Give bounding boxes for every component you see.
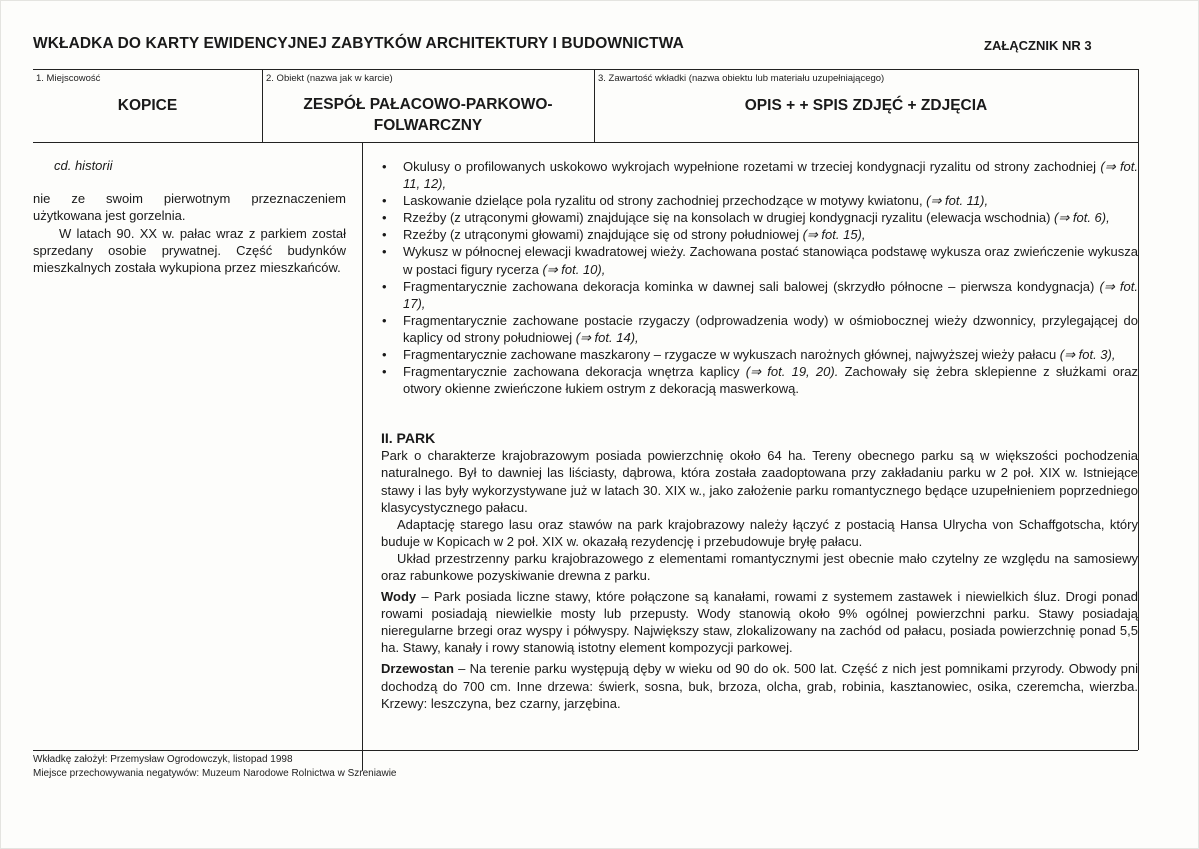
field-3-label: 3. Zawartość wkładki (nazwa obiektu lub materiału uzupełniającego) xyxy=(598,73,885,84)
trees-paragraph xyxy=(381,660,1138,711)
water-text: – Park posiada liczne stawy, które połączone są kanałami, rowami z systemem zastawek i niewielkich śluz. Drogi ponad rowami posiadają niewielkie mosty lub przepusty. Wody stanowią około 9% ogólnej powierzchni parku. Stawy posiadają nieregularne brzegi oraz wyspy i półwyspy. Największy staw, zlokalizowany na zachód od pałacu, posiada powierzchnię ponad 5,5 ha. Stawy, kanały i rowy stanowią istotny element kompozycji parkowej. xyxy=(381,589,1138,656)
list-item: • Rzeźby (z utrąconymi głowami) znajdujące się od strony południowej (⇒ fot. 15), xyxy=(382,227,866,243)
bullet-icon: • xyxy=(382,210,387,226)
bullet-icon: • xyxy=(382,312,387,328)
history-column xyxy=(33,157,346,276)
list-item: • Wykusz w północnej elewacji kwadratowej wieży. Zachowana postać stanowiąca podstawę wykusza oraz zwieńczenie wykusza w postaci figury rycerza (⇒ fot. 10), xyxy=(382,244,1138,277)
table-fields-rule xyxy=(33,142,1138,143)
park-paragraph-2: Adaptację starego lasu oraz stawów na park krajobrazowy należy łączyć z postacią Hansa Ulrycha von Schaffgotscha, który buduje w Kopicach w 2 poł. XIX w. okazałą rezydencję i przebudowuje bryłę pałacu. xyxy=(381,516,1138,549)
footer-author: Wkładkę założył: Przemysław Ogrodowczyk, listopad 1998 xyxy=(33,754,293,765)
table-right-rule xyxy=(1138,69,1139,750)
list-item: • Rzeźby (z utrąconymi głowami) znajdujące się na konsolach w drugiej kondygnacji ryzalitu (elewacja wschodnia) (⇒ fot. 6), xyxy=(382,210,1110,226)
bullet-icon: • xyxy=(382,278,387,294)
content-value: OPIS + + SPIS ZDJĘĆ + ZDJĘCIA xyxy=(744,97,988,114)
list-item: • Fragmentarycznie zachowana dekoracja wnętrza kaplicy (⇒ fot. 19, 20). Zachowały się żebra sklepienne z służkami oraz otwory okienne zwieńczone łukiem ostrym z dekoracją maswerkową. xyxy=(382,364,1138,397)
table-bottom-rule xyxy=(33,750,1138,751)
park-paragraph-3: Układ przestrzenny parku krajobrazowego z elementami romantycznymi jest obecnie mało czytelny ze względu na samosiewy oraz rabunkowe pozyskiwanie drewna z parku. xyxy=(381,550,1138,583)
body-divider xyxy=(362,142,363,750)
list-item: • Fragmentarycznie zachowane maszkarony – rzygacze w wykuszach narożnych głównej, najwyższej wieży pałacu (⇒ fot. 3), xyxy=(382,347,1116,363)
locality-value: KOPICE xyxy=(117,97,178,114)
list-item: • Fragmentarycznie zachowana dekoracja kominka w dawnej sali balowej (skrzydło północne – pierwsza kondygnacja) (⇒ fot. 17), xyxy=(382,278,1138,311)
list-item: • Okulusy o profilowanych uskokowo wykrojach wypełnione rozetami w trzeciej kondygnacji ryzalitu od strony zachodniej (⇒ fot. 11, 12), xyxy=(382,159,1139,192)
bullet-icon: • xyxy=(382,364,387,380)
water-paragraph xyxy=(381,588,1138,656)
description-column xyxy=(381,158,1138,712)
object-value xyxy=(262,94,594,136)
water-lead: Wody xyxy=(381,589,417,605)
field-2-label: 2. Obiekt (nazwa jak w karcie) xyxy=(266,73,393,84)
annex-number: ZAŁĄCZNIK NR 3 xyxy=(984,38,1092,53)
bullet-icon: • xyxy=(382,347,387,363)
park-section-heading: II. PARK xyxy=(381,430,436,447)
object-value-line1: ZESPÓŁ PAŁACOWO-PARKOWO- xyxy=(303,96,553,113)
document-title: WKŁADKA DO KARTY EWIDENCYJNEJ ZABYTKÓW ARCHITEKTURY I BUDOWNICTWA xyxy=(33,35,684,52)
bullet-icon: • xyxy=(382,159,387,174)
park-paragraph-1: Park o charakterze krajobrazowym posiada powierzchnię około 64 ha. Tereny obecnego parku są w większości pochodzenia naturalnego. Był to dawniej las liściasty, dąbrowa, która została zaadoptowana przy zakładaniu parku w 2 poł. XIX w. Istniejące stawy i las były wykorzystywane już w latach 30. XIX w., jako założenie parku romantycznego będące uzupełnieniem poprzedniego klasycystycznego pałacu. xyxy=(381,448,1138,515)
list-item: • Laskowanie dzielące pola ryzalitu od strony zachodniej przechodzące w motywy kwiatonu, (⇒ fot. 11), xyxy=(382,193,989,209)
field-1-label: 1. Miejscowość xyxy=(36,73,101,84)
bullet-icon: • xyxy=(382,227,387,243)
history-paragraph-2: W latach 90. XX w. pałac wraz z parkiem został sprzedany osobie prywatnej. Część budynków mieszkalnych została wykupiona przez mieszkańców. xyxy=(33,225,346,276)
list-item: • Fragmentarycznie zachowane postacie rzygaczy (odprowadzenia wody) w ośmiobocznej wieży dzwonnicy, przylegającej do kaplicy od strony południowej (⇒ fot. 14), xyxy=(382,312,1138,345)
table-top-rule xyxy=(33,69,1138,70)
bullet-icon: • xyxy=(382,193,387,209)
bullet-icon: • xyxy=(382,244,387,260)
footer-negatives-location: Miejsce przechowywania negatywów: Muzeum Narodowe Rolnictwa w Szreniawie xyxy=(33,768,397,779)
history-paragraph-1: nie ze swoim pierwotnym przeznaczeniem użytkowana jest gorzelnia. xyxy=(33,191,346,224)
object-value-line2: FOLWARCZNY xyxy=(373,117,483,134)
decoration-list xyxy=(381,158,1138,397)
trees-text: – Na terenie parku występują dęby w wieku od 90 do ok. 500 lat. Część z nich jest pomnikami przyrody. Obwody pni dochodzą do 700 cm. Inne drzewa: świerk, sosna, buk, brzoza, olcha, grab, robinia, kasztanowiec, osika, czeremcha, wierzba. Krzewy: leszczyna, bez czarny, jarzębina. xyxy=(381,661,1138,711)
history-continued-label: cd. historii xyxy=(54,158,113,173)
trees-lead: Drzewostan xyxy=(381,661,454,677)
